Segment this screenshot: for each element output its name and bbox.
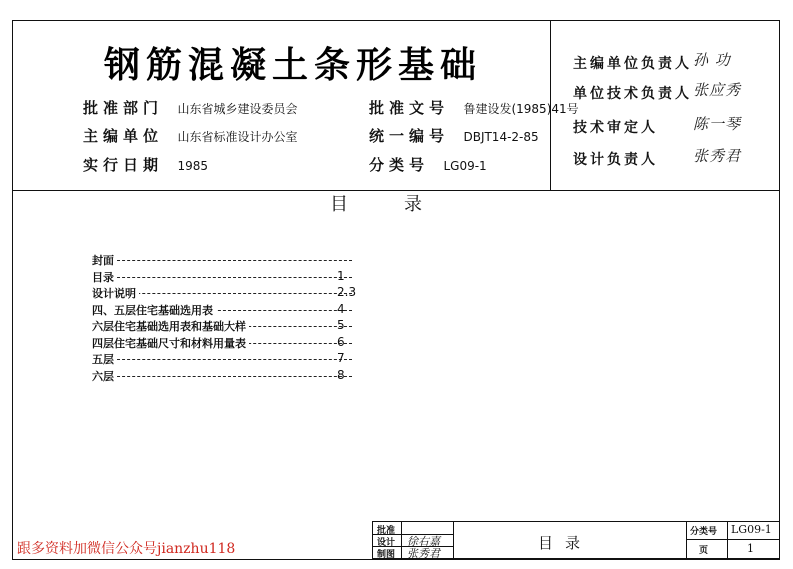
tb-page-value: 1 (747, 542, 754, 555)
tb-row-approve: 批准 (377, 526, 396, 536)
divider (401, 522, 402, 558)
leader-line (112, 359, 352, 360)
signoff-role: 单位技术负责人 (573, 86, 692, 102)
document-title: 钢筋混凝土条形基础 (103, 44, 482, 86)
signoff-tech-lead (573, 81, 742, 103)
divider (727, 522, 728, 558)
tb-class-label: 分类号 (690, 527, 718, 537)
toc-item-title: 四、五层住宅基础选用表 (92, 302, 216, 318)
effective-date-value: 1985 (177, 159, 209, 173)
leader-line (112, 277, 352, 278)
toc-item-page: 1 (337, 268, 345, 283)
toc-item-page: 4 (337, 301, 345, 316)
tb-class-value: LG09-1 (731, 523, 772, 536)
toc-heading: 目录 (330, 194, 478, 215)
signoff-role: 技术审定人 (573, 120, 658, 136)
signoff-role: 设计负责人 (573, 152, 658, 168)
tb-signature: 张秀君 (407, 547, 440, 560)
class-number-value: LG09-1 (443, 159, 487, 173)
toc-item[interactable] (92, 318, 382, 335)
toc-item-title: 四层住宅基础尺寸和材料用量表 (92, 335, 249, 351)
approval-dept-row (83, 97, 297, 118)
editor-unit-row (83, 125, 297, 146)
signature: 张应秀 (693, 81, 742, 99)
toc-item[interactable] (92, 368, 382, 385)
toc-item-page: 5 (337, 318, 345, 332)
toc-item-page: 6 (337, 334, 345, 349)
approval-dept-value: 山东省城乡建设委员会 (177, 102, 298, 116)
title-header (13, 21, 779, 191)
divider (686, 539, 779, 540)
class-number-row (369, 154, 487, 175)
toc-item[interactable] (92, 252, 382, 269)
class-number-label: 分类号 (369, 156, 430, 174)
title-block (372, 521, 780, 559)
divider (453, 522, 454, 558)
signoff-reviewer (573, 115, 742, 137)
toc-item-page: 7 (337, 351, 345, 365)
toc-item-title: 六层住宅基础选用表和基础大样 (92, 318, 249, 334)
divider (686, 522, 687, 558)
signoff-chief-editor (573, 51, 731, 73)
toc-item[interactable] (92, 302, 382, 319)
watermark-text: 跟多资料加微信公众号jianzhu118 (17, 541, 236, 557)
toc-item-title: 目录 (92, 269, 117, 285)
tb-row-draw: 制图 (377, 550, 396, 560)
toc-item[interactable] (92, 351, 382, 368)
tb-sheet-title: 目录 (538, 534, 593, 552)
effective-date-row (83, 154, 208, 175)
tb-row-design: 设计 (377, 538, 396, 548)
header-info-panel (13, 21, 579, 190)
approval-doc-value: 鲁建设发(1985)41号 (463, 102, 579, 116)
signature: 陈一琴 (693, 115, 742, 133)
leader-line (112, 376, 352, 377)
toc-item[interactable] (92, 285, 382, 302)
tb-page-label: 页 (699, 546, 709, 556)
signature: 孙 功 (693, 51, 731, 69)
toc-item[interactable] (92, 269, 382, 286)
tb-signature: 徐右嘉 (407, 535, 440, 548)
unified-number-label: 统一编号 (369, 127, 450, 145)
signature: 张秀君 (693, 147, 742, 165)
toc-item-title: 六层 (92, 368, 117, 384)
editor-unit-value: 山东省标准设计办公室 (177, 130, 298, 144)
signoff-designer (573, 147, 742, 169)
approval-doc-row (369, 97, 579, 118)
unified-number-value: DBJT14-2-85 (463, 130, 539, 144)
toc-item-page: 2.3 (337, 285, 357, 299)
toc-list (92, 252, 382, 384)
toc-item-page: 8 (337, 367, 345, 382)
effective-date-label: 实行日期 (83, 156, 164, 174)
signoff-role: 主编单位负责人 (573, 56, 692, 72)
leader-line (112, 293, 352, 294)
approval-doc-label: 批准文号 (369, 99, 450, 117)
leader-line (112, 260, 352, 261)
unified-number-row (369, 125, 539, 146)
toc-item-title: 设计说明 (92, 285, 139, 301)
toc-item[interactable] (92, 335, 382, 352)
toc-item-title: 封面 (92, 252, 117, 268)
approval-dept-label: 批准部门 (83, 99, 164, 117)
editor-unit-label: 主编单位 (83, 127, 164, 145)
toc-item-title: 五层 (92, 351, 117, 367)
